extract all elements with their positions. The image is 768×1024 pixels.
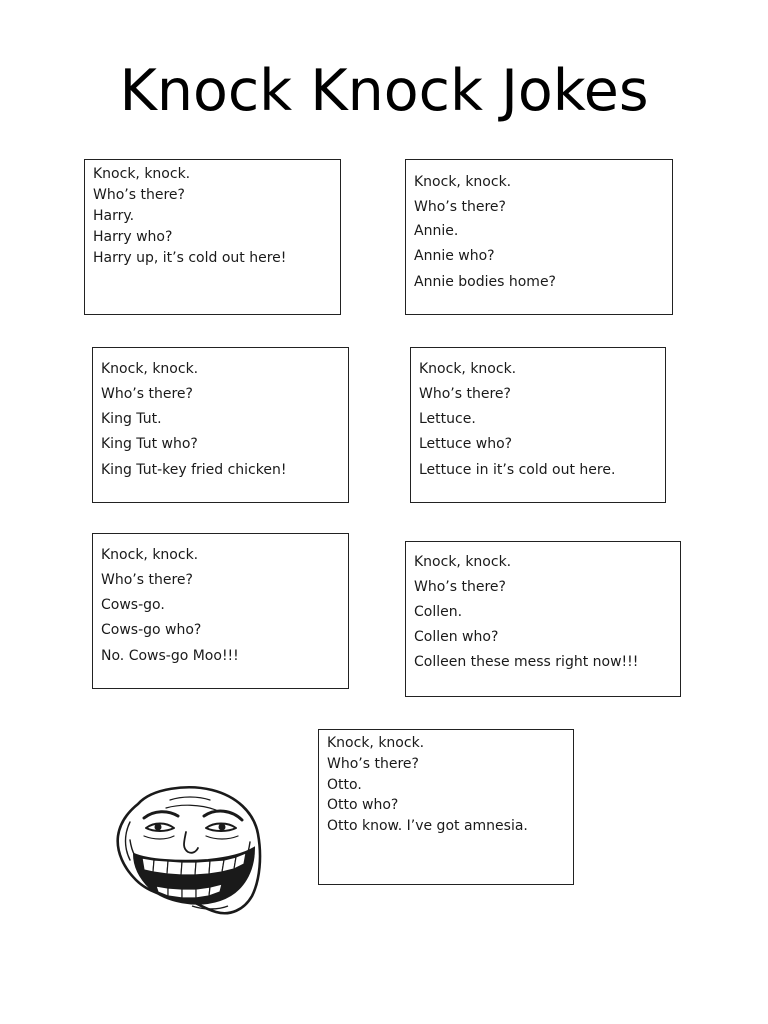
joke-line: Harry. [93,208,135,224]
joke-line: Knock, knock. [414,554,512,570]
joke-line: Who’s there? [414,579,506,595]
joke-line: Harry up, it’s cold out here! [93,250,287,266]
joke-line: Colleen these mess right now!!! [414,654,639,670]
joke-line: Otto know. I’ve got amnesia. [327,818,528,834]
joke-line: Knock, knock. [101,547,199,563]
joke-box-collen [405,541,681,697]
joke-line: No. Cows-go Moo!!! [101,648,239,664]
joke-line: Collen. [414,604,463,620]
joke-line: Annie. [414,223,459,239]
joke-line: Knock, knock. [93,166,191,182]
troll-face-icon [108,782,268,920]
joke-line: Annie who? [414,248,495,264]
joke-line: Collen who? [414,629,499,645]
joke-line: Otto. [327,777,362,793]
joke-line: Knock, knock. [327,735,425,751]
joke-line: Who’s there? [101,386,193,402]
page-title: Knock Knock Jokes [119,58,649,124]
joke-line: Cows-go who? [101,622,202,638]
joke-line: Who’s there? [414,199,506,215]
joke-box-lettuce [410,347,666,503]
joke-line: Lettuce. [419,411,476,427]
joke-box-cows-go [92,533,349,689]
joke-line: Lettuce who? [419,436,513,452]
joke-line: Harry who? [93,229,173,245]
joke-line: King Tut-key fried chicken! [101,462,287,478]
joke-line: Otto who? [327,797,399,813]
joke-line: Lettuce in it’s cold out here. [419,462,616,478]
joke-box-annie [405,159,673,315]
joke-line: King Tut who? [101,436,198,452]
joke-box-otto [318,729,574,885]
joke-line: Who’s there? [419,386,511,402]
joke-line: Cows-go. [101,597,165,613]
joke-line: Knock, knock. [419,361,517,377]
joke-line: Who’s there? [101,572,193,588]
joke-box-harry [84,159,341,315]
joke-line: Who’s there? [93,187,185,203]
joke-line: Annie bodies home? [414,274,556,290]
joke-line: Who’s there? [327,756,419,772]
joke-line: Knock, knock. [414,174,512,190]
joke-line: King Tut. [101,411,162,427]
joke-box-king-tut [92,347,349,503]
joke-line: Knock, knock. [101,361,199,377]
